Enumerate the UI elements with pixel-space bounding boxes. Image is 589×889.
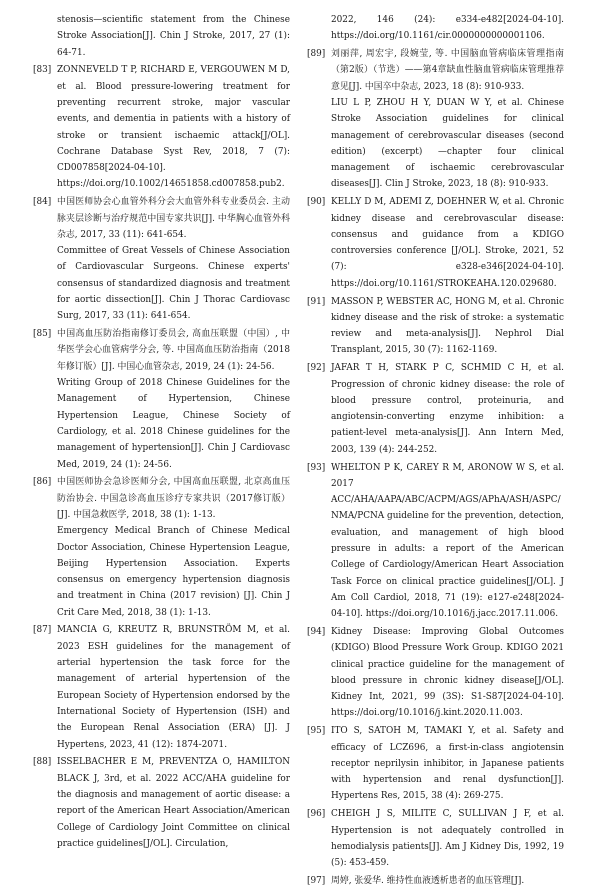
reference-number: [89] bbox=[307, 49, 326, 60]
reference-number: [87] bbox=[33, 625, 52, 636]
reference-entry bbox=[307, 624, 564, 722]
reference-entry bbox=[307, 460, 564, 623]
reference-entry bbox=[33, 622, 290, 752]
reference-number: [93] bbox=[307, 462, 326, 473]
reference-entry bbox=[307, 723, 564, 804]
right-column bbox=[307, 12, 564, 886]
reference-text: WHELTON P K, CAREY R M, ARONOW W S, et al. 2017 ACC/AHA/AAPA/ABC/ACPM/AGS/APhA/ASH/ASPC/NMA/PCNA guideline for the prevention, detection, evaluation, and management of high blood pressure in adults: a report of the American College of Cardiology/American Heart Association Task Force on clinical practice guidelines[J/OL]. J Am Coll Cardiol, 2018, 71 (19): e127-e248[2024-04-10]. https://doi.org/10.1016/j.jacc.2017.11.006. bbox=[331, 462, 564, 620]
reference-text: stenosis—scientific statement from the Chinese Stroke Association[J]. Chin J Stroke, 2017, 27 (1): 64-71. bbox=[57, 15, 290, 58]
reference-text: ITO S, SATOH M, TAMAKI Y, et al. Safety and efficacy of LCZ696, a first-in-class angiotensin receptor neprilysin inhibitor, in Japanese patients with hypertension and renal dysfunction[J]. Hypertens Res, 2015, 38 (4): 269-275. bbox=[331, 726, 564, 802]
reference-text: 中国医师协会心血管外科分会大血管外科专业委员会. 主动脉夹层诊断与治疗规范中国专家共识[J]. 中华胸心血管外科杂志, 2017, 33 (11): 641-654. bbox=[57, 197, 290, 240]
reference-text: ISSELBACHER E M, PREVENTZA O, HAMILTON BLACK J, 3rd, et al. 2022 ACC/AHA guideline for the diagnosis and management of aortic disease: a report of the American Heart Association/American College of Cardiology Joint Committee on clinical practice guidelines[J/OL]. Circulation, bbox=[57, 757, 290, 849]
reference-text: 中国高血压防治指南修订委员会, 高血压联盟（中国）, 中华医学会心血管病学分会, 等. 中国高血压防治指南（2018年修订版）[J]. 中国心血管杂志, 2019, 24 (1): 24-56. bbox=[57, 329, 290, 372]
reference-number: [90] bbox=[307, 197, 326, 208]
reference-entry bbox=[307, 194, 564, 292]
reference-text: 周婷, 张爱华. 维持性血液透析患者的血压管理[J]. bbox=[331, 875, 525, 886]
reference-translation: Emergency Medical Branch of Chinese Medical Doctor Association, Chinese Hypertension League, Beijing Hypertension Association. Experts consensus on emergency hypertension diagnosis and treatment in China (2017 revision) [J]. Chin J Crit Care Med, 2018, 38 (1): 1-13. bbox=[57, 526, 290, 618]
reference-text: 刘丽萍, 周宏宇, 段婉莹, 等. 中国脑血管病临床管理指南（第2版）（节选）——第4章缺血性脑血管病临床管理推荐意见[J]. 中国卒中杂志, 2023, 18 (8): 910-933. bbox=[331, 49, 564, 92]
reference-number: [96] bbox=[307, 809, 326, 820]
reference-entry bbox=[307, 873, 564, 889]
reference-number: [85] bbox=[33, 329, 52, 340]
reference-entry bbox=[33, 12, 290, 61]
reference-entry bbox=[307, 360, 564, 458]
reference-entry bbox=[33, 194, 290, 324]
reference-number: [88] bbox=[33, 757, 52, 768]
reference-text: CHEIGH J S, MILITE C, SULLIVAN J F, et al. Hypertension is not adequately controlled in hemodialysis patients[J]. Am J Kidney Dis, 1992, 19 (5): 453-459. bbox=[331, 809, 564, 869]
reference-entry bbox=[307, 294, 564, 359]
reference-number: [91] bbox=[307, 296, 326, 307]
reference-entry bbox=[307, 46, 564, 193]
reference-number: [92] bbox=[307, 363, 326, 374]
left-column bbox=[33, 12, 290, 849]
reference-number: [84] bbox=[33, 197, 52, 208]
reference-translation: Committee of Great Vessels of Chinese Association of Cardiovascular Surgeons. Chinese experts' consensus of standardized diagnosis and treatment for aortic dissection[J]. Chin J Thorac Cardiovasc Surg, 2017, 33 (11): 641-654. bbox=[57, 246, 290, 322]
reference-entry bbox=[33, 62, 290, 192]
reference-number: [86] bbox=[33, 477, 52, 488]
reference-entry bbox=[33, 754, 290, 852]
reference-entry bbox=[33, 474, 290, 621]
reference-text: MASSON P, WEBSTER AC, HONG M, et al. Chronic kidney disease and the risk of stroke: a systematic review and meta-analysis[J]. Nephrol Dial Transplant, 2015, 30 (7): 1162-1169. bbox=[331, 296, 564, 356]
reference-text: MANCIA G, KREUTZ R, BRUNSTRÖM M, et al. 2023 ESH guidelines for the management of arterial hypertension the task force for the management of arterial hypertension of the European Society of Hypertension endorsed by the International Society of Hypertension (ISH) and the European Renal Association (ERA) [J]. J Hypertens, 2023, 41 (12): 1874-2071. bbox=[57, 625, 290, 750]
reference-entry bbox=[307, 806, 564, 871]
reference-text: KELLY D M, ADEMI Z, DOEHNER W, et al. Chronic kidney disease and cerebrovascular disease: consensus and guidance from a KDIGO controversies conference [J/OL]. Stroke, 2021, 52 (7): e328-e346[2024-04-10]. https://doi.org/10.1161/STROKEAHA.120.029680. bbox=[331, 197, 564, 289]
reference-text: 中国医师协会急诊医师分会, 中国高血压联盟, 北京高血压防治协会. 中国急诊高血压诊疗专家共识（2017修订版）[J]. 中国急救医学, 2018, 38 (1): 1-13. bbox=[57, 477, 290, 520]
reference-translation: LIU L P, ZHOU H Y, DUAN W Y, et al. Chinese Stroke Association guidelines for clinical management of cerebrovascular diseases (second edition) (excerpt) —chapter four clinical management of ischaemic cerebrovascular diseases[J]. Clin J Stroke, 2023, 18 (8): 910-933. bbox=[331, 97, 564, 190]
reference-text: 2022, 146 (24): e334-e482[2024-04-10]. https://doi.org/10.1161/cir.0000000000001106. bbox=[331, 15, 564, 42]
reference-number: [83] bbox=[33, 65, 52, 76]
reference-entry bbox=[33, 326, 290, 473]
reference-number: [94] bbox=[307, 626, 326, 637]
reference-text: Kidney Disease: Improving Global Outcomes (KDIGO) Blood Pressure Work Group. KDIGO 2021 clinical practice guideline for the management of blood pressure in chronic kidney disease[J/OL]. Kidney Int, 2021, 99 (3S): S1-S87[2024-04-10]. https://doi.org/10.1016/j.kint.2020.11.003. bbox=[331, 626, 564, 719]
reference-text: JAFAR T H, STARK P C, SCHMID C H, et al. Progression of chronic kidney disease: the role of blood pressure control, proteinuria, and angiotensin-converting enzyme inhibition: a patient-level meta-analysis[J]. Ann Intern Med, 2003, 139 (4): 244-252. bbox=[331, 363, 564, 455]
reference-number: [95] bbox=[307, 726, 326, 737]
reference-text: ZONNEVELD T P, RICHARD E, VERGOUWEN M D, et al. Blood pressure-lowering treatment for preventing recurrent stroke, major vascular events, and dementia in patients with a history of stroke or transient ischaemic attack[J/OL]. Cochrane Database Syst Rev, 2018, 7 (7): CD007858[2024-04-10]. https://doi.org/10.1002/14651858.cd007858.pub2. bbox=[57, 65, 290, 190]
reference-number: [97] bbox=[307, 875, 326, 886]
reference-entry bbox=[307, 12, 564, 45]
reference-translation: Writing Group of 2018 Chinese Guidelines for the Management of Hypertension, Chinese Hypertension League, Chinese Society of Cardiology, et al. 2018 Chinese guidelines for the management of hypertension[J]. Chin J Cardiovasc Med, 2019, 24 (1): 24-56. bbox=[57, 378, 290, 470]
